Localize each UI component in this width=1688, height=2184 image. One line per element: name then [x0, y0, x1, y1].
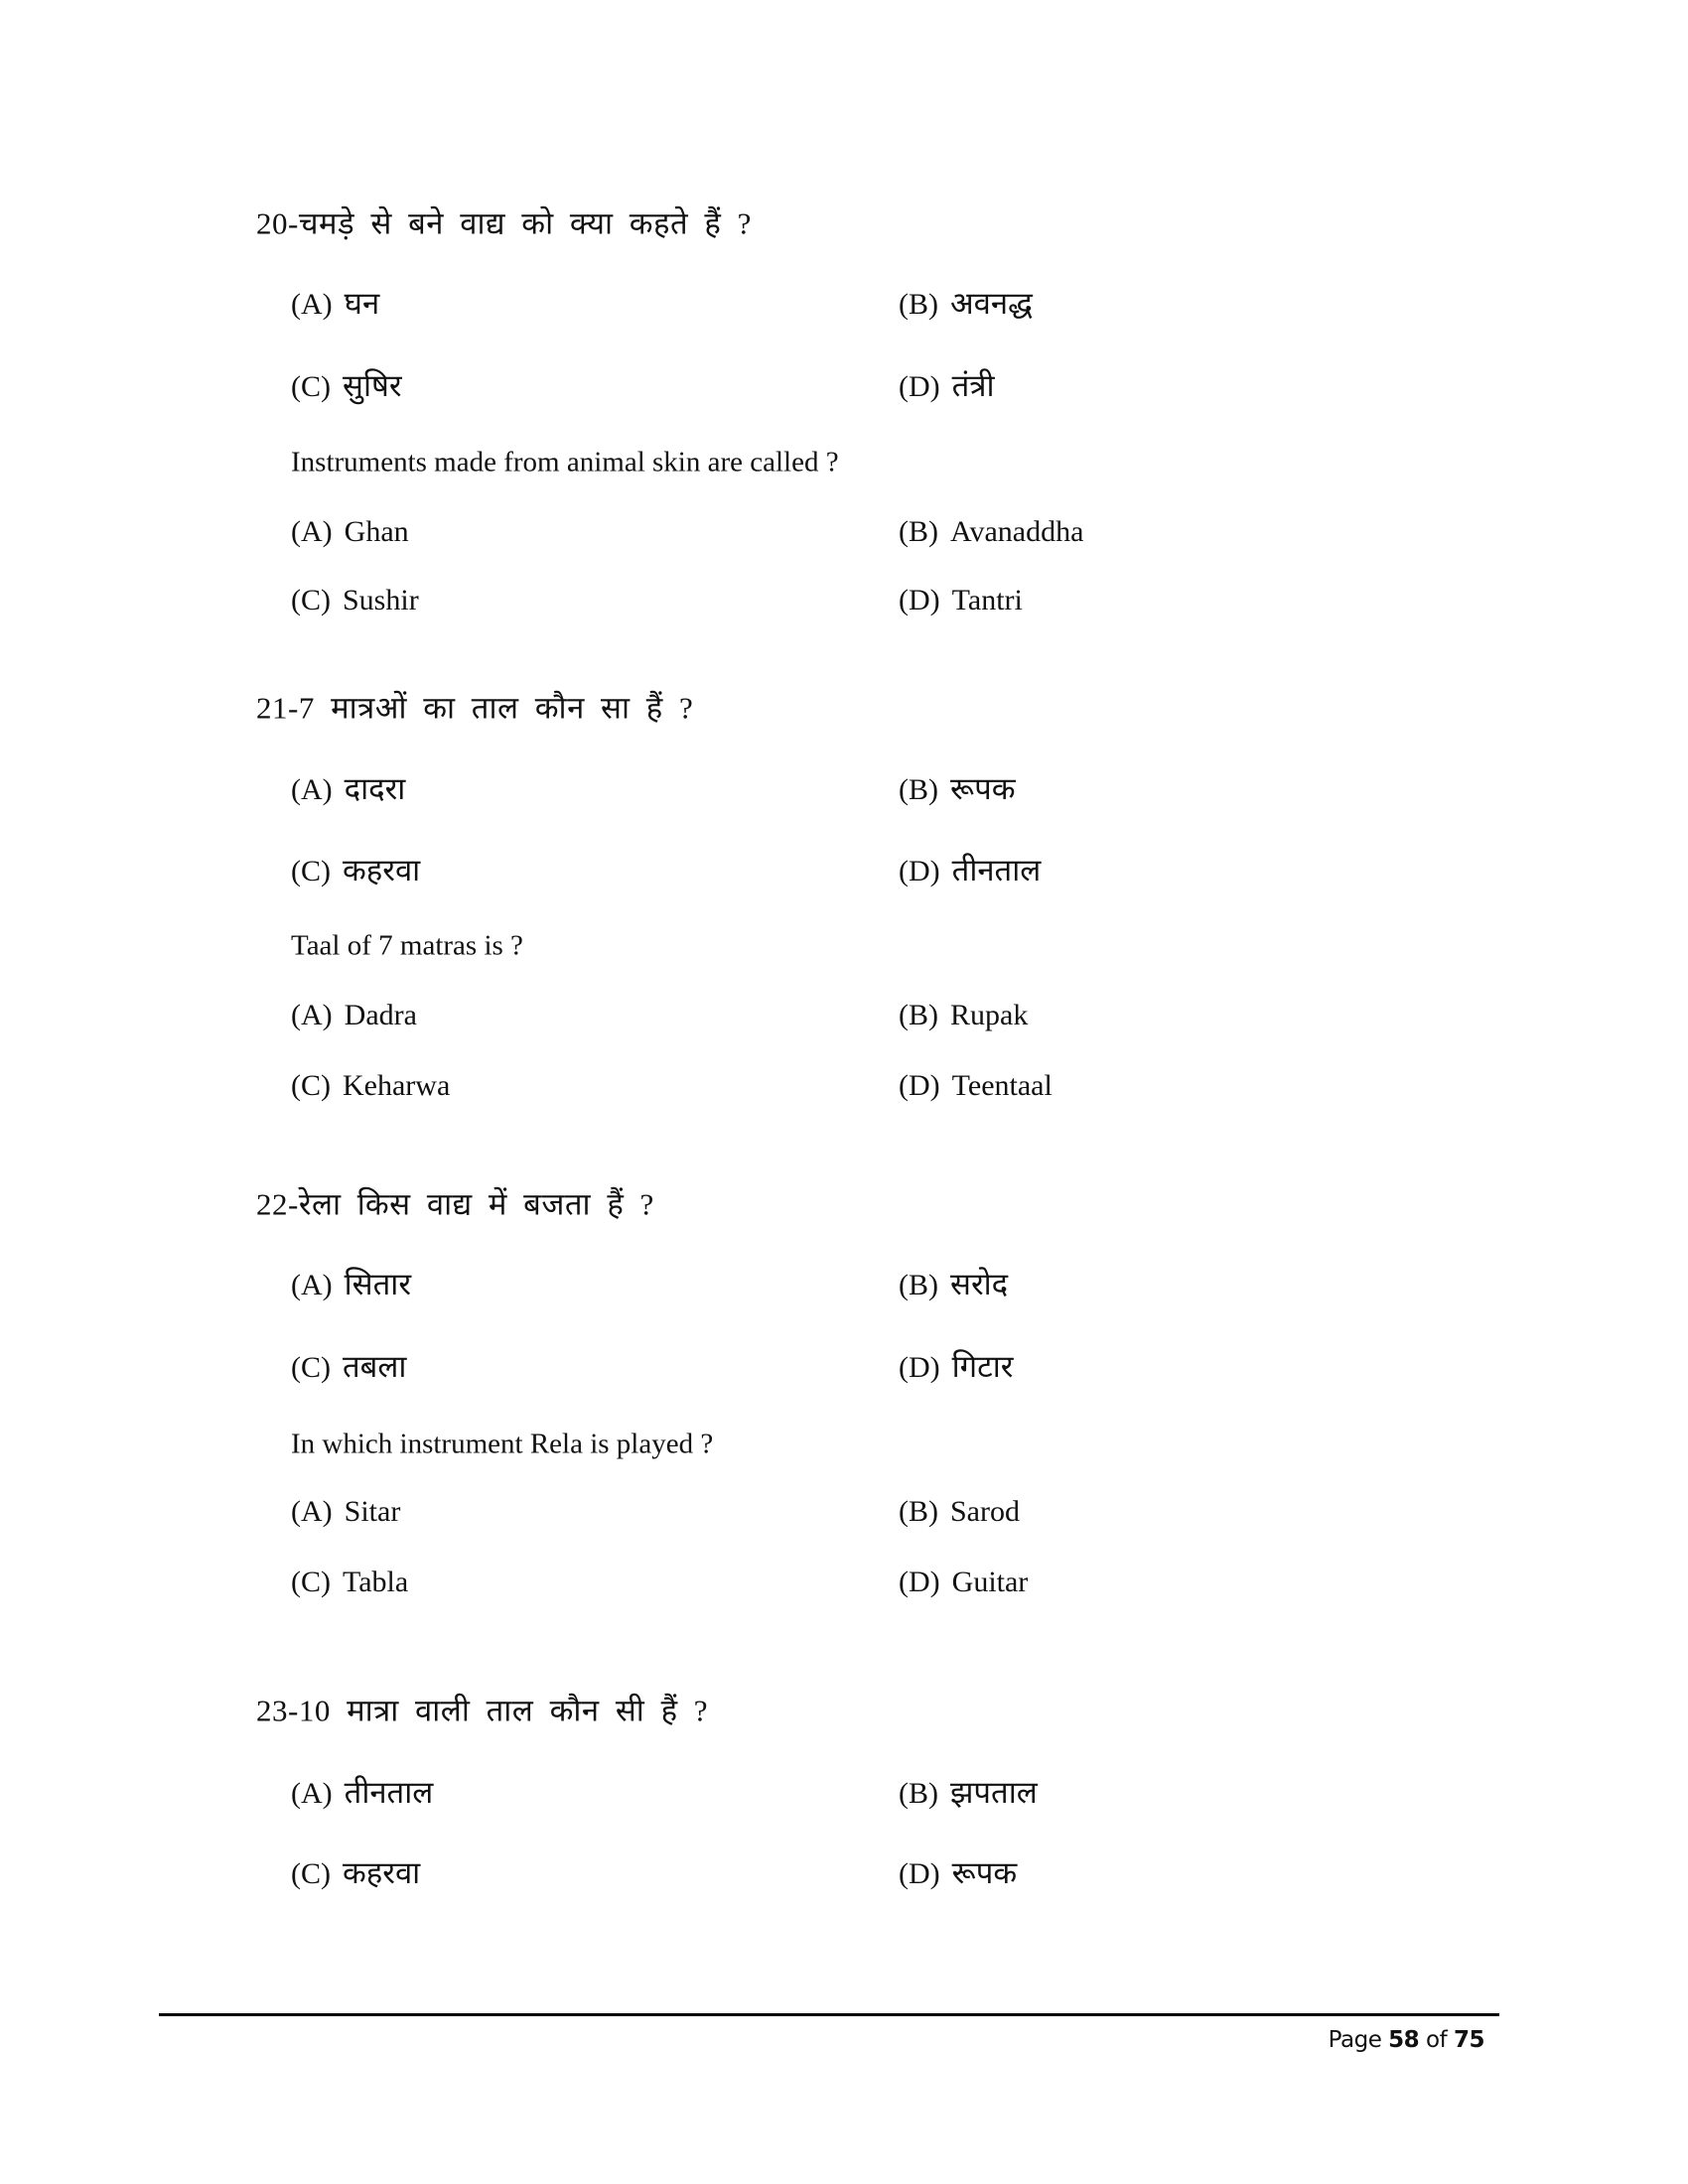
option-d: [899, 1351, 1013, 1383]
option-a: [291, 517, 409, 547]
option-text: Avanaddha: [950, 515, 1084, 548]
option-text: रूपक: [950, 771, 1016, 806]
option-letter: (B): [899, 515, 938, 548]
option-letter: (A): [291, 773, 333, 806]
option-text: अवनद्ध: [950, 286, 1033, 321]
option-text: Keharwa: [343, 1069, 451, 1102]
option-b: [899, 1497, 1020, 1527]
option-letter: (A): [291, 999, 333, 1031]
option-text: तबला: [343, 1349, 407, 1384]
option-text: कहरवा: [343, 853, 421, 887]
option-text: सितार: [344, 1267, 412, 1301]
option-a: [291, 1777, 433, 1809]
option-d: [899, 1857, 1017, 1889]
option-letter: (D): [899, 584, 940, 616]
option-d: [899, 855, 1041, 887]
question-text: 7 मात्रओं का ताल कौन सा हैं ?: [298, 690, 694, 726]
option-letter: (C): [291, 1857, 331, 1890]
option-text: तीनताल: [951, 853, 1042, 887]
question-number: 20-: [256, 205, 299, 241]
option-text: तंत्री: [951, 368, 995, 403]
option-text: दादरा: [344, 771, 406, 806]
option-b: [899, 773, 1016, 805]
option-letter: (D): [899, 1857, 940, 1890]
option-b: [899, 1001, 1028, 1030]
option-letter: (A): [291, 288, 333, 321]
option-text: Sitar: [344, 1495, 401, 1528]
option-c: [291, 1568, 408, 1597]
question-20-hindi: [256, 205, 752, 241]
option-text: झपताल: [950, 1775, 1038, 1810]
option-d: [899, 586, 1023, 615]
option-letter: (B): [899, 1777, 938, 1810]
option-text: Teentaal: [951, 1069, 1053, 1102]
option-b: [899, 1269, 1008, 1300]
option-c: [291, 370, 402, 402]
question-text: 10 मात्रा वाली ताल कौन सी हैं ?: [298, 1693, 709, 1728]
option-text: Tabla: [343, 1566, 409, 1598]
option-d: [899, 1568, 1028, 1597]
footer-divider: [159, 2013, 1499, 2016]
option-letter: (B): [899, 999, 938, 1031]
option-a: [291, 1001, 417, 1030]
option-letter: (A): [291, 1777, 333, 1810]
option-text: सुषिर: [343, 368, 402, 403]
question-21-hindi: [256, 690, 694, 726]
option-letter: (C): [291, 1069, 331, 1102]
option-letter: (D): [899, 1566, 940, 1598]
option-letter: (B): [899, 773, 938, 806]
question-number: 22-: [256, 1186, 299, 1222]
option-letter: (A): [291, 1269, 333, 1301]
current-page: 58: [1388, 2027, 1420, 2053]
option-text: Guitar: [951, 1566, 1029, 1598]
option-letter: (D): [899, 1069, 940, 1102]
option-b: [899, 1777, 1038, 1809]
option-letter: (A): [291, 515, 333, 548]
question-text: रेला किस वाद्य में बजता हैं ?: [298, 1186, 654, 1222]
option-letter: (C): [291, 584, 331, 616]
option-a: [291, 773, 405, 805]
option-text: Tantri: [951, 584, 1023, 616]
option-text: Sarod: [950, 1495, 1020, 1528]
option-a: [291, 1269, 411, 1300]
option-a: [291, 1497, 400, 1527]
option-c: [291, 855, 420, 887]
question-20-english: Instruments made from animal skin are called ?: [291, 446, 839, 478]
question-22-english: In which instrument Rela is played ?: [291, 1428, 714, 1460]
question-21-english: Taal of 7 matras is ?: [291, 929, 523, 962]
option-d: [899, 1071, 1053, 1101]
option-text: रूपक: [951, 1855, 1018, 1890]
option-letter: (C): [291, 1566, 331, 1598]
option-a: [291, 288, 379, 320]
option-letter: (D): [899, 855, 940, 887]
question-number: 21-: [256, 690, 299, 726]
question-number: 23-: [256, 1693, 299, 1728]
option-letter: (D): [899, 1351, 940, 1384]
option-letter: (B): [899, 1269, 938, 1301]
question-text: चमड़े से बने वाद्य को क्या कहते हैं ?: [298, 205, 752, 241]
option-text: सरोद: [950, 1267, 1009, 1301]
option-d: [899, 370, 994, 402]
option-c: [291, 1071, 450, 1101]
option-letter: (A): [291, 1495, 333, 1528]
option-letter: (D): [899, 370, 940, 403]
option-letter: (C): [291, 855, 331, 887]
option-text: तीनताल: [344, 1775, 434, 1810]
page-prefix: Page: [1328, 2027, 1382, 2053]
option-text: Ghan: [344, 515, 409, 548]
option-text: गिटार: [951, 1349, 1014, 1384]
option-b: [899, 517, 1083, 547]
question-22-hindi: [256, 1186, 654, 1222]
option-text: कहरवा: [343, 1855, 421, 1890]
option-text: Rupak: [950, 999, 1029, 1031]
option-b: [899, 288, 1033, 320]
option-c: [291, 1351, 406, 1383]
option-letter: (B): [899, 288, 938, 321]
page-number: [1329, 2027, 1484, 2053]
option-letter: (C): [291, 1351, 331, 1384]
option-text: Sushir: [343, 584, 419, 616]
total-pages: 75: [1453, 2027, 1484, 2053]
option-letter: (B): [899, 1495, 938, 1528]
of-label: of: [1426, 2027, 1448, 2053]
question-23-hindi: [256, 1693, 709, 1728]
option-text: घन: [344, 286, 380, 321]
option-letter: (C): [291, 370, 331, 403]
option-c: [291, 586, 419, 615]
option-c: [291, 1857, 420, 1889]
option-text: Dadra: [344, 999, 417, 1031]
